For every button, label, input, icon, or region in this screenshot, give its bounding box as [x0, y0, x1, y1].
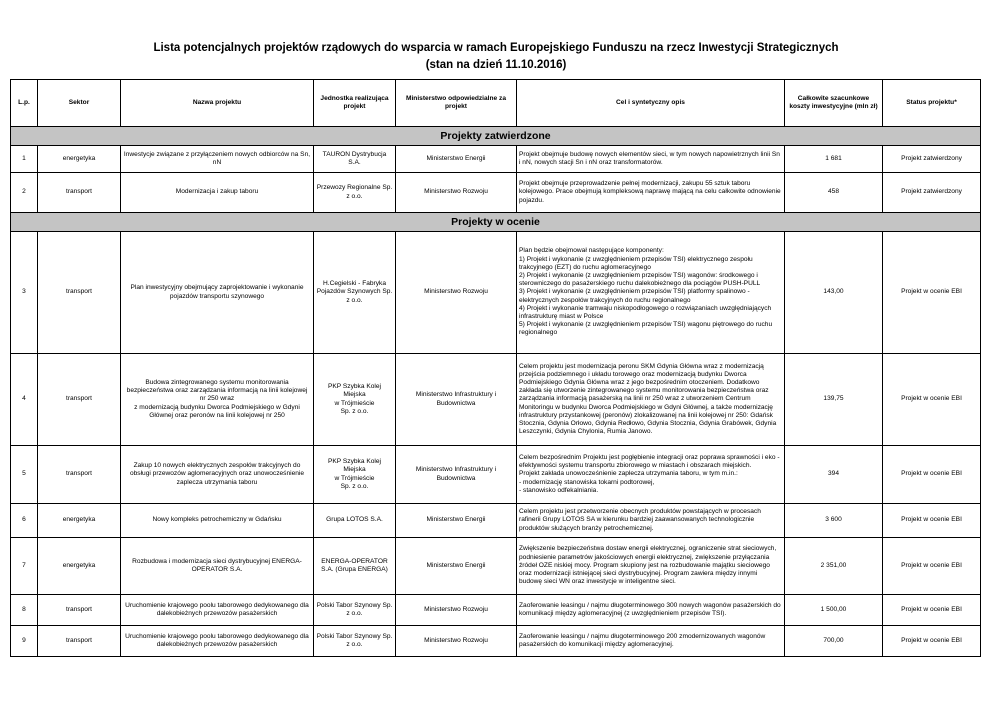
- row-lp: 2: [11, 173, 38, 213]
- row-lp: 4: [11, 354, 38, 446]
- row-description: Plan będzie obejmował następujące komponenty: 1) Projekt i wykonanie (z uwzględnieniem przepisów TSI) elektrycznego zespołu trakcyjnego (EZT) do ruchu aglomeracyjnego 2) Projekt i wykonanie (z uwzględnieniem przepisów TSI) wagonów: środkowego i sterowniczego do pasażerskiego ruchu dalekobieżnego dla pociągów PUSH-PULL 3) Projekt i wykonanie (z uwzględnieniem przepisów TSI) platformy spalinowo - elektrycznych zespołów trakcyjnych do ruchu regionalnego 4) Projekt i wykonanie tramwaju niskopodłogowego o rozwiązaniach uwzględniających infrastrukturę miast w Polsce 5) Projekt i wykonanie (z uwzględnieniem przepisów TSI) wagonu piętrowego do ruchu regionalnego: [517, 232, 785, 354]
- row-costs: 394: [785, 446, 883, 504]
- table-row: [11, 232, 981, 354]
- row-costs: 458: [785, 173, 883, 213]
- title-line-1: Lista potencjalnych projektów rządowych do wsparcia w ramach Europejskiego Funduszu na rzecz Inwestycji Strategicznych: [153, 42, 839, 54]
- row-lp: 5: [11, 446, 38, 504]
- table-row: [11, 173, 981, 213]
- row-status: Projekt w ocenie EBI: [883, 446, 981, 504]
- row-sector: energetyka: [38, 538, 121, 595]
- table-row: [11, 504, 981, 538]
- row-ministry: Ministerstwo Infrastruktury i Budownictwa: [396, 354, 517, 446]
- section-approved: [11, 127, 981, 146]
- table-row: [11, 595, 981, 626]
- row-costs: 700,00: [785, 626, 883, 657]
- row-implementing-unit: PKP Szybka Kolej Miejska w Trójmieście Sp. z o.o.: [314, 354, 396, 446]
- row-status: Projekt w ocenie EBI: [883, 504, 981, 538]
- header-status: Status projektu*: [883, 80, 981, 127]
- table-row: [11, 446, 981, 504]
- row-description: Projekt obejmuje budowę nowych elementów sieci, w tym nowych napowietrznych linii Sn i nN, nowych stacji Sn i nN oraz transformatorów.: [517, 146, 785, 173]
- row-implementing-unit: Przewozy Regionalne Sp. z o.o.: [314, 173, 396, 213]
- row-lp: 9: [11, 626, 38, 657]
- row-sector: transport: [38, 354, 121, 446]
- row-implementing-unit: Polski Tabor Szynowy Sp. z o.o.: [314, 595, 396, 626]
- table-row: [11, 538, 981, 595]
- row-implementing-unit: ENERGA-OPERATOR S.A. (Grupa ENERGA): [314, 538, 396, 595]
- row-sector: transport: [38, 173, 121, 213]
- row-lp: 1: [11, 146, 38, 173]
- row-implementing-unit: PKP Szybka Kolej Miejska w Trójmieście Sp. z o.o.: [314, 446, 396, 504]
- row-sector: transport: [38, 446, 121, 504]
- row-sector: transport: [38, 232, 121, 354]
- row-project-name: Uruchomienie krajowego poolu taborowego dedykowanego dla dalekobieżnych przewozów pasażerskich: [121, 626, 314, 657]
- row-lp: 8: [11, 595, 38, 626]
- row-costs: 143,00: [785, 232, 883, 354]
- row-ministry: Ministerstwo Energii: [396, 538, 517, 595]
- row-description: Projekt obejmuje przeprowadzenie pełnej modernizacji, zakupu 55 sztuk taboru kolejowego. Prace obejmują kompleksową naprawę mającą na celu całkowite odnowienie pojazdu.: [517, 173, 785, 213]
- row-description: Celem projektu jest przetworzenie obecnych produktów powstających w procesach rafinerii Grupy LOTOS SA w kierunku bardziej zaawansowanych technologicznie produktów służących branży petrochemicznej.: [517, 504, 785, 538]
- row-costs: 1 500,00: [785, 595, 883, 626]
- row-status: Projekt w ocenie EBI: [883, 232, 981, 354]
- header-ministry: Ministerstwo odpowiedzialne za projekt: [396, 80, 517, 127]
- table-row: [11, 626, 981, 657]
- header-description: Cel i syntetyczny opis: [517, 80, 785, 127]
- header-project-name: Nazwa projektu: [121, 80, 314, 127]
- row-status: Projekt w ocenie EBI: [883, 538, 981, 595]
- row-ministry: Ministerstwo Energii: [396, 504, 517, 538]
- header-costs: Całkowite szacunkowe koszty inwestycyjne (mln zł): [785, 80, 883, 127]
- row-description: Celem projektu jest modernizacja peronu SKM Gdynia Główna wraz z modernizacją przejścia podziemnego i układu torowego oraz modernizacją budynku Dworca Podmiejskiego Gdynia Główna wraz z jego bezpośrednim otoczeniem. Dodatkowo zakłada się utworzenie zintegrowanego systemu monitorowania bezpieczeństwa oraz zarządzania informacją pasażerską na linii nr 250 wraz z utworzeniem Centrum Monitoringu w budynku Dworca Podmiejskiego w Gdyni Głównej, a także modernizację infrastruktury przystankowej (peronów) zlokalizowanej na linii kolejowej nr 250: Gdańsk Stocznia, Gdynia Orłowo, Gdynia Redłowo, Gdynia Stocznia, Gdynia Grabówek, Gdynia Leszczynki, Gdynia Chylonia, Rumia Janowo.: [517, 354, 785, 446]
- row-status: Projekt w ocenie EBI: [883, 595, 981, 626]
- row-status: Projekt w ocenie EBI: [883, 354, 981, 446]
- row-implementing-unit: H.Cegielski - Fabryka Pojazdów Szynowych Sp. z o.o.: [314, 232, 396, 354]
- row-sector: energetyka: [38, 146, 121, 173]
- header-sector: Sektor: [38, 80, 121, 127]
- section-approved-label: Projekty zatwierdzone: [11, 127, 981, 146]
- row-ministry: Ministerstwo Rozwoju: [396, 595, 517, 626]
- row-ministry: Ministerstwo Rozwoju: [396, 232, 517, 354]
- row-description: Zwiększenie bezpieczeństwa dostaw energii elektrycznej, ograniczenie strat sieciowych, podniesienie parametrów jakościowych energii elektrycznej, zwiększenie przyłączania źródeł OZE niskiej mocy. Program skupiony jest na rozbudowanie majątku sieciowego oraz modernizacji istniejącej sieci dystrybucyjnej. Program zawiera między innymi budowę sieci WN oraz inwestycje w inteligentne sieci.: [517, 538, 785, 595]
- row-project-name: Inwestycje związane z przyłączeniem nowych odbiorców na Sn, nN: [121, 146, 314, 173]
- row-sector: energetyka: [38, 504, 121, 538]
- header-row: [11, 80, 981, 127]
- table-row: [11, 146, 981, 173]
- row-lp: 3: [11, 232, 38, 354]
- row-description: Zaoferowanie leasingu / najmu długoterminowego 300 nowych wagonów pasażerskich do komunikacji między aglomeracyjnej (z uwzględnieniem przepisów TSI).: [517, 595, 785, 626]
- row-sector: transport: [38, 626, 121, 657]
- row-project-name: Modernizacja i zakup taboru: [121, 173, 314, 213]
- row-lp: 7: [11, 538, 38, 595]
- section-evaluation-label: Projekty w ocenie: [11, 213, 981, 232]
- row-ministry: Ministerstwo Rozwoju: [396, 626, 517, 657]
- section-evaluation: [11, 213, 981, 232]
- row-costs: 3 600: [785, 504, 883, 538]
- header-lp: L.p.: [11, 80, 38, 127]
- row-project-name: Zakup 10 nowych elektrycznych zespołów trakcyjnych do obsługi przewozów aglomeracyjnych oraz unowocześnienie zaplecza utrzymania taboru: [121, 446, 314, 504]
- row-project-name: Budowa zintegrowanego systemu monitorowania bezpieczeństwa oraz zarządzania informacją na linii kolejowej nr 250 wraz z modernizacją budynku Dworca Podmiejskiego w Gdyni Głównej oraz peronów na linii kolejowej nr 250: [121, 354, 314, 446]
- row-implementing-unit: Grupa LOTOS S.A.: [314, 504, 396, 538]
- row-project-name: Plan inwestycyjny obejmujący zaprojektowanie i wykonanie pojazdów transportu szynowego: [121, 232, 314, 354]
- title-line-2: (stan na dzień 11.10.2016): [425, 59, 567, 71]
- row-costs: 1 681: [785, 146, 883, 173]
- table-row: [11, 354, 981, 446]
- row-project-name: Uruchomienie krajowego poolu taborowego dedykowanego dla dalekobieżnych przewozów pasażerskich: [121, 595, 314, 626]
- document-title: [0, 40, 992, 74]
- header-implementing-unit: Jednostka realizująca projekt: [314, 80, 396, 127]
- row-description: Zaoferowanie leasingu / najmu długoterminowego 200 zmodernizowanych wagonów pasażerskich do komunikacji między aglomeracyjnej.: [517, 626, 785, 657]
- row-project-name: Nowy kompleks petrochemiczny w Gdańsku: [121, 504, 314, 538]
- row-ministry: Ministerstwo Infrastruktury i Budownictwa: [396, 446, 517, 504]
- row-lp: 6: [11, 504, 38, 538]
- row-ministry: Ministerstwo Rozwoju: [396, 173, 517, 213]
- row-costs: 139,75: [785, 354, 883, 446]
- row-status: Projekt w ocenie EBI: [883, 626, 981, 657]
- row-implementing-unit: TAURON Dystrybucja S.A.: [314, 146, 396, 173]
- row-sector: transport: [38, 595, 121, 626]
- row-project-name: Rozbudowa i modernizacja sieci dystrybucyjnej ENERGA-OPERATOR S.A.: [121, 538, 314, 595]
- row-description: Celem bezpośrednim Projektu jest pogłębienie integracji oraz poprawa sprawności i eko - efektywności systemu transportu zbiorowego w miastach i obszarach miejskich. Projekt zakłada unowocześnienie zaplecza utrzymania taboru, w tym m.in.: - modernizację stanowiska tokarni podtorowej, - stanowisko odfekalniania.: [517, 446, 785, 504]
- row-status: Projekt zatwierdzony: [883, 146, 981, 173]
- row-implementing-unit: Polski Tabor Szynowy Sp. z o.o.: [314, 626, 396, 657]
- row-status: Projekt zatwierdzony: [883, 173, 981, 213]
- row-ministry: Ministerstwo Energii: [396, 146, 517, 173]
- projects-table: [10, 79, 981, 657]
- row-costs: 2 351,00: [785, 538, 883, 595]
